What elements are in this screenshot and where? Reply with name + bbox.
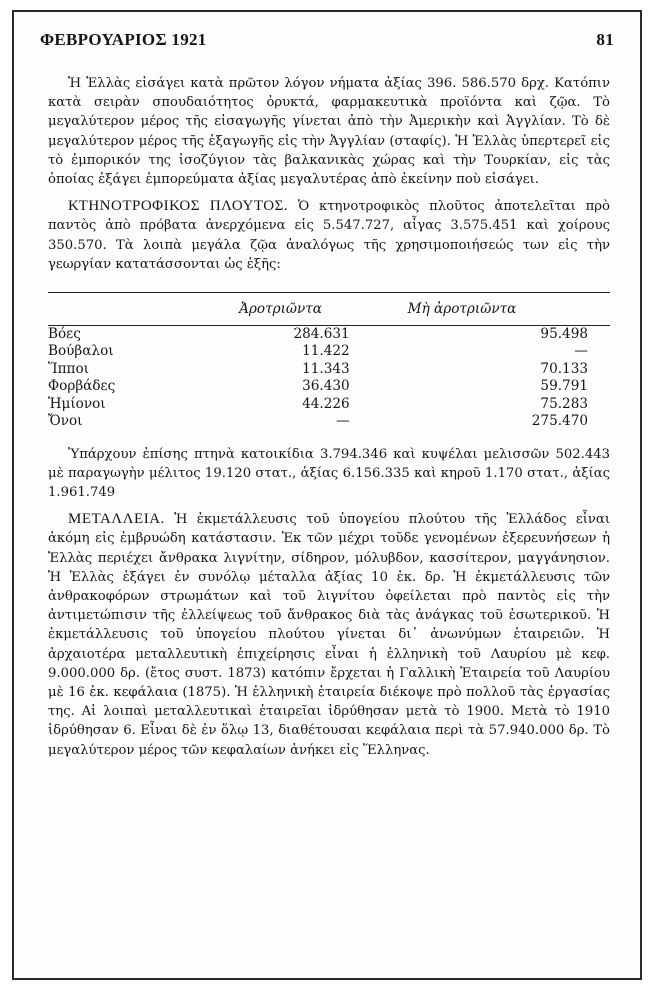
paragraph-poultry-bees: Ὑπάρχουν ἐπίσης πτηνὰ κατοικίδια 3.794.346 καὶ κυψέλαι μελισσῶν 502.443 μὲ παραγωγὴν μέλιτος 19.120 στατ., ἀξίας 6.156.335 καὶ κηροῦ 1.170 στατ., ἀξίας 1.961.749	[48, 446, 610, 500]
table-cell-non-plowing: 70.133	[540, 360, 588, 377]
table-row	[48, 343, 610, 361]
table-cell-plowing: —	[336, 413, 350, 430]
table-header-non-plowing: Μὴ ἀροτριῶντα	[408, 293, 610, 326]
paragraph-livestock-text: Ὁ κτηνοτροφικὸς πλοῦτος ἀποτελεῖται πρὸ παντὸς ἀπὸ πρόβατα ἀνερχόμενα εἰς 5.547.727, αἶγας 3.575.451 καὶ χοίρους 350.570. Τὰ λοιπὰ μεγάλα ζῷα ἀναλόγως τῆς χρησιμοποιήσεώς των εἰς τὴν γεωργίαν κατατάσσονται ὡς ἑξῆς:	[48, 199, 610, 272]
running-title: ΦΕΒΡΟΥΑΡΙΟΣ 1921	[40, 30, 207, 49]
page-body	[48, 74, 610, 768]
table-cell-animal: Φορβάδες	[48, 378, 116, 395]
table-cell-plowing: 11.422	[302, 343, 350, 360]
page-number: 81	[596, 30, 614, 49]
table-cell-animal: Βόες	[48, 325, 81, 342]
page-header	[40, 30, 614, 50]
paragraph-livestock	[48, 197, 610, 274]
livestock-table	[48, 292, 610, 431]
table-cell-non-plowing: 75.283	[540, 395, 588, 412]
table-cell-plowing: 44.226	[302, 395, 350, 412]
paragraph-imports: Ἡ Ἑλλὰς εἰσάγει κατὰ πρῶτον λόγον νήματα ἀξίας 396. 586.570 δρχ. Κατόπιν κατὰ σειρὰν σπουδαιότητος ὀρυκτά, φαρμακευτικὰ προϊόντα καὶ ζῷα. Τὸ μεγαλύτερον μέρος τῆς εἰσαγωγῆς γίνεται ἀπὸ τὴν Ἀμερικὴν καὶ Ἀγγλίαν. Τὸ δὲ μεγαλύτερον μέρος τῆς ἐξαγωγῆς εἰς τὴν Ἀγγλίαν (σταφίς). Ἡ Ἑλλὰς ὑπερτερεῖ εἰς τὸ ἐμπορικόν της ἰσοζύγιον τὰς βαλκανικὰς χώρας καὶ τὴν Τουρκίαν, εἰς τὰς ὁποίας ἐξάγει ἐμπορεύματα ἀξίας μεγαλυτέρας ἀπὸ ἐκείνην ποὺ εἰσάγει.	[48, 76, 610, 188]
table-cell-non-plowing: 95.498	[540, 325, 588, 342]
section-heading-livestock: ΚΤΗΝΟΤΡΟΦΙΚΟΣ ΠΛΟΥΤΟΣ.	[68, 198, 289, 215]
table-cell-non-plowing: 275.470	[531, 413, 588, 430]
table-row	[48, 413, 610, 431]
table-header-animal	[48, 293, 239, 326]
table-cell-plowing: 11.343	[302, 360, 350, 377]
paragraph-mining-text: Ἡ ἐκμετάλλευσις τοῦ ὑπογείου πλούτου τῆς Ἑλλάδος εἶναι ἀκόμη εἰς ἐμβρυώδη κατάστασιν. Ἐκ τῶν μέχρι τοῦδε γενομένων ἐξερευνήσεων ἡ Ἑλλὰς περιέχει ἄνθρακα λιγνίτην, σίδηρον, μόλυβδον, κασσίτερον, μαγγάνησιον. Ἡ Ἑλλὰς ἐξάγει ἐν συνόλῳ μέταλλα ἀξίας 10 ἑκ. δρ. Ἡ ἐκμετάλλευσις τῶν ἀνθρακοφόρων στρωμάτων καὶ τοῦ λιγνίτου ὀφείλεται πρὸ παντὸς εἰς τὴν ἀντιμετώπισιν τῆς ἐλλείψεως τοῦ ἄνθρακος διὰ τὰς ἀνάγκας τοῦ ἐσωτερικοῦ. Ἡ ἐκμετάλλευσις τοῦ ὑπογείου πλούτου γίνεται δι᾽ ἀνωνύμων ἑταιρειῶν. Ἡ ἀρχαιοτέρα μεταλλευτικὴ ἐπιχείρησις εἶναι ἡ ἑλληνικὴ τοῦ Λαυρίου μὲ κεφ. 9.000.000 δρ. (ἔτος συστ. 1873) κατόπιν ἔρχεται ἡ Γαλλικὴ Ἑταιρεία τοῦ Λαυρίου μὲ 16 ἑκ. κεφάλαια (1875). Ἡ ἑλληνικὴ ἑταιρεία διέκοψε πρὸ πολλοῦ τὰς ἐργασίας της. Αἱ λοιπαὶ μεταλλευτικαὶ ἑταιρεῖαι ἱδρύθησαν μετὰ τὸ 1900. Μετὰ τὸ 1910 ἱδρύθησαν 6. Εἶναι δὲ ἐν ὅλῳ 13, διαθέτουσαι κεφάλαια περὶ τὰ 57.940.000 δρ. Τὸ μεγαλύτερον μέρος τῶν κεφαλαίων ἀνήκει εἰς Ἕλληνας.	[48, 512, 610, 758]
paragraph-mining	[48, 510, 610, 760]
table-cell-plowing: 36.430	[302, 378, 350, 395]
table-cell-animal: Βούβαλοι	[48, 343, 114, 360]
table-cell-non-plowing: —	[574, 343, 588, 360]
table-row	[48, 361, 610, 379]
table-cell-animal: Ἵπποι	[48, 360, 89, 377]
table-row	[48, 378, 610, 396]
table-header-row	[48, 293, 610, 326]
table-cell-non-plowing: 59.791	[540, 378, 588, 395]
book-page	[12, 10, 642, 980]
table-cell-animal: Ἡμίονοι	[48, 395, 106, 412]
table-cell-plowing: 284.631	[293, 325, 350, 342]
table-header-plowing: Ἀροτριῶντα	[239, 293, 408, 326]
table-row	[48, 325, 610, 343]
table-cell-animal: Ὄνοι	[48, 413, 83, 430]
section-heading-mining: ΜΕΤΑΛΛΕΙΑ.	[68, 511, 165, 528]
table-row	[48, 396, 610, 414]
